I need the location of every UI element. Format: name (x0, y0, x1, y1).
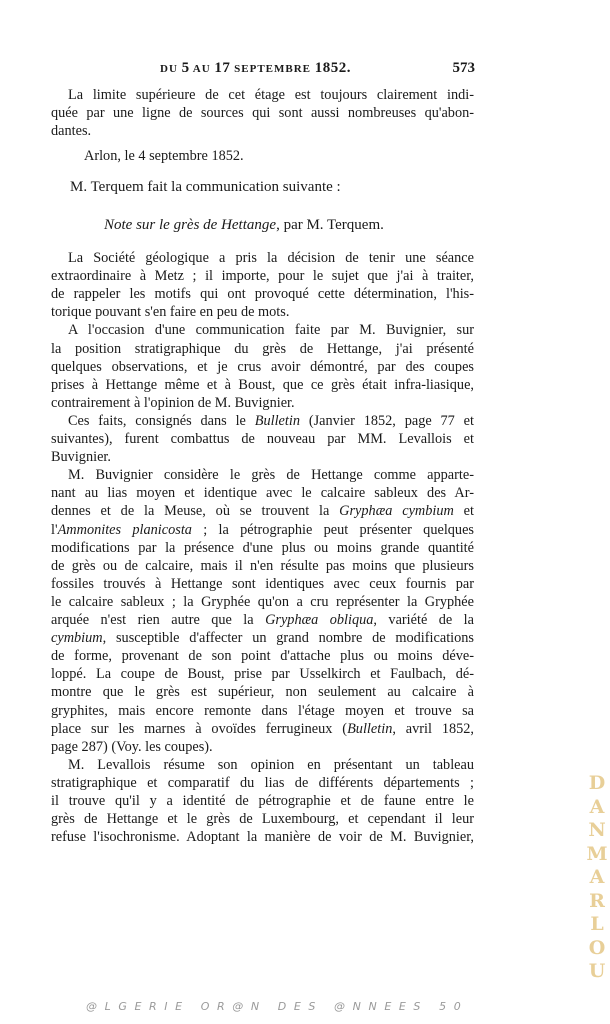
body-line: suivantes), furent combattus de nouveau par MM. Levallois et (51, 431, 474, 447)
watermark-letter: U (588, 960, 606, 982)
intro-line: dantes. (51, 123, 92, 139)
running-header (150, 60, 475, 80)
note-title-text: Note sur le grès de Hettange (104, 217, 277, 233)
watermark-letter: N (588, 819, 606, 841)
body-line: l'Ammonites planicosta ; la pétrographie peut présenter quelques (51, 521, 474, 538)
body-line: il trouve qu'il y a identité de pétrographie et de faune entre le (51, 793, 474, 809)
note-title (104, 216, 384, 234)
intro-line: quée par une ligne de sources qui sont aussi nombreuses qu'abon- (51, 105, 474, 121)
body-line: stratigraphique et comparatif du lias de différents départements ; (51, 774, 474, 791)
body-line: place sur les marnes à ovoïdes ferrugineux (Bulletin, avril 1852, (51, 720, 474, 737)
body-line: torique pouvant s'en faire en peu de mots. (51, 304, 290, 321)
bottom-watermark: @LGERIE OR@N DES @NNEES 50 (86, 1000, 469, 1013)
body-line: A l'occasion d'une communication faite par M. Buvignier, sur (68, 322, 474, 339)
body-line: extraordinaire à Metz ; il importe, pour le sujet que j'ai à traiter, (51, 268, 474, 285)
body-line: M. Levallois résume son opinion en présentant un tableau (68, 756, 474, 773)
body-line: Ces faits, consignés dans le Bulletin (Janvier 1852, page 77 et (68, 412, 474, 429)
body-line: Buvignier. (51, 449, 111, 466)
side-watermark (586, 772, 608, 984)
note-author: , par M. Terquem. (276, 217, 384, 233)
body-line: fossiles trouvés à Hettange sont identiques avec ceux fournis par (51, 575, 474, 592)
intro-line: La limite supérieure de cet étage est toujours clairement indi- (68, 87, 474, 103)
communication-heading: M. Terquem fait la communication suivante : (70, 179, 341, 195)
body-line: la position stratigraphique du grès de Hettange, j'ai présenté (51, 340, 474, 357)
body-line: de grès ou de calcaire, mais il n'en résulte pas moins que plusieurs (51, 557, 474, 574)
watermark-letter: A (589, 866, 605, 888)
body-line: cymbium, susceptible d'affecter un grand nombre de modifications (51, 630, 474, 647)
body-line: grès de Hettange et le grès de Luxembourg, et cependant il leur (51, 811, 474, 828)
body-line: le calcaire sableux ; la Gryphée qu'on a cru représenter la Gryphée (51, 593, 474, 610)
running-head-title: DU 5 AU 17 SEPTEMBRE 1852. (160, 60, 352, 76)
body-line: dennes et de la Meuse, où se trouvent la Gryphæa cymbium et (51, 503, 474, 520)
body-line: de rappeler les motifs qui ont provoqué cette détermination, l'his- (51, 286, 474, 303)
body-line: prises à Hettange même et à Boust, que ce grès était infra-liasique, (51, 376, 474, 393)
watermark-letter: D (588, 772, 606, 794)
body-line: montre que le grès est supérieur, non seulement au calcaire à (51, 684, 474, 701)
body-line: La Société géologique a pris la décision de tenir une séance (68, 250, 474, 266)
watermark-letter: L (590, 913, 604, 935)
watermark-letter: O (588, 936, 606, 959)
body-line: quelques observations, et je crus avoir démontré, par des coupes (51, 358, 474, 375)
body-line: page 287) (Voy. les coupes). (51, 738, 213, 755)
page-number: 573 (452, 60, 475, 76)
watermark-letter: M (586, 842, 608, 865)
dateline: Arlon, le 4 septembre 1852. (84, 148, 244, 164)
body-line: modifications par la présence d'une plus ou moins grande quantité (51, 539, 474, 556)
body-line: refuse l'isochronisme. Adoptant la manière de voir de M. Buvignier, (51, 829, 474, 846)
body-line: gryphites, mais encore remonte dans l'étage moyen et trouve sa (51, 702, 474, 719)
body-line: arquée n'est rien autre que la Gryphæa obliqua, variété de la (51, 612, 474, 628)
watermark-letter: R (589, 889, 605, 912)
watermark-letter: A (589, 795, 605, 818)
body-line: de forme, provenant de son point d'attache plus ou moins déve- (51, 648, 474, 665)
body-line: loppé. La coupe de Boust, prise par Usselkirch et Faulbach, dé- (51, 666, 474, 683)
body-line: M. Buvignier considère le grès de Hettange comme apparte- (68, 467, 474, 484)
body-line: nant au lias moyen et identique avec le calcaire sableux des Ar- (51, 485, 474, 502)
body-line: contrairement à l'opinion de M. Buvignier. (51, 394, 295, 411)
